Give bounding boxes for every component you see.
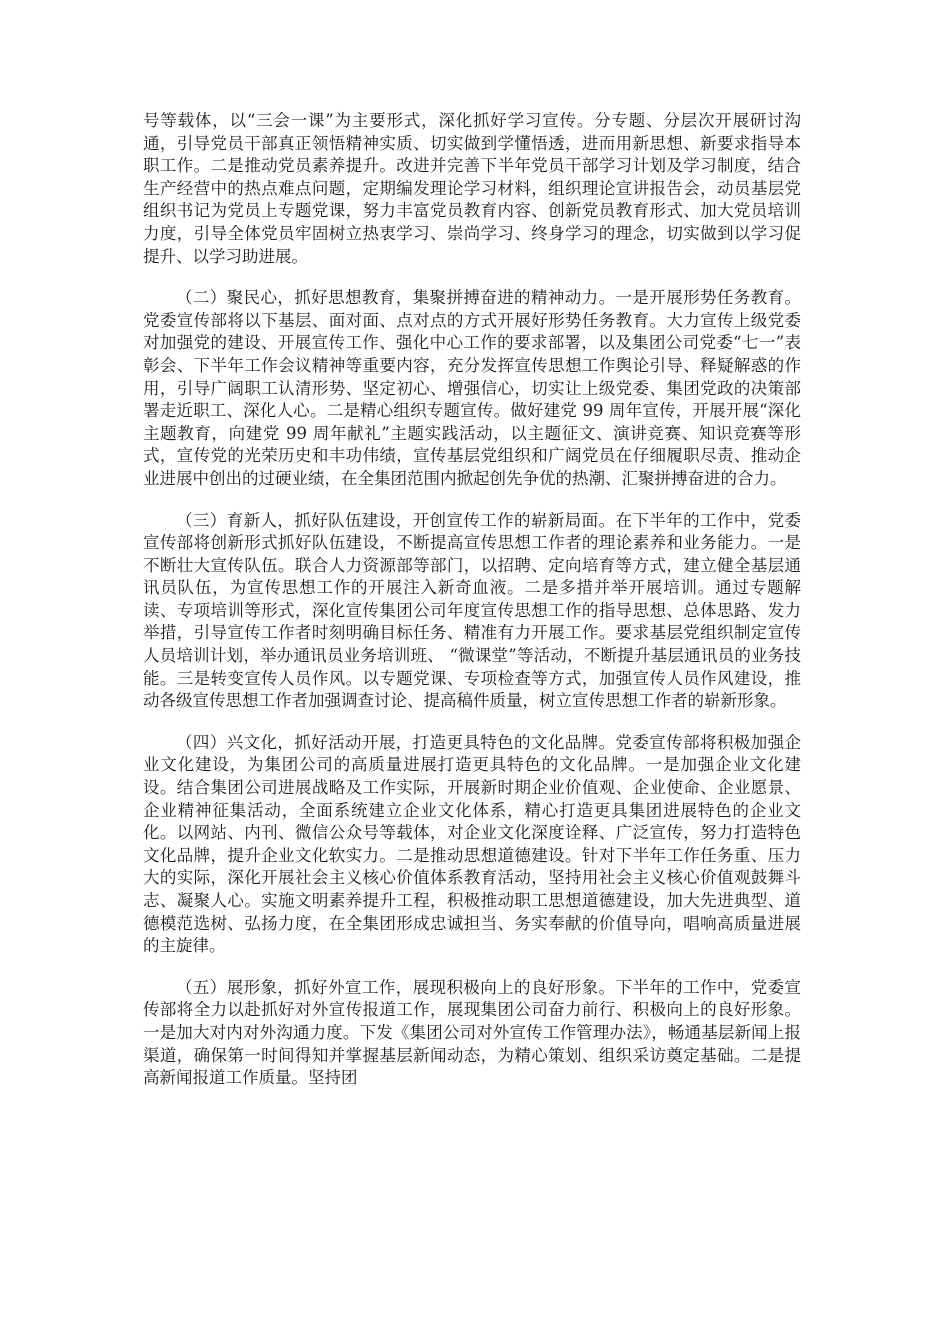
document-body (143, 110, 801, 1109)
paragraph-section-4: （四）兴文化，抓好活动开展，打造更具特色的文化品牌。党委宣传部将积极加强企业文化建设，为集团公司的高质量进展打造更具特色的文化品牌。一是加强企业文化建设。结合集团公司进展战略及工作实际，开展新时期企业价值观、企业使命、企业愿景、企业精神征集活动，全面系统建立企业文化体系，精心打造更具集团进展特色的企业文化。以网站、内刊、微信公众号等载体，对企业文化深度诠释、广泛宣传，努力打造特色文化品牌，提升企业文化软实力。二是推动思想道德建设。针对下半年工作任务重、压力大的实际，深化开展社会主义核心价值体系教育活动，坚持用社会主义核心价值观鼓舞斗志、凝聚人心。实施文明素养提升工程，积极推动职工思想道德建设，加大先进典型、道德模范选树、弘扬力度，在全集团形成忠诚担当、务实奉献的价值导向，唱响高质量进展的主旋律。 (143, 732, 801, 956)
paragraph-section-2: （二）聚民心，抓好思想教育，集聚拼搏奋进的精神动力。一是开展形势任务教育。党委宣传部将以下基层、面对面、点对点的方式开展好形势任务教育。大力宣传上级党委对加强党的建设、开展宣传工作、强化中心工作的要求部署，以及集团公司党委“七一”表彰会、下半年工作会议精神等重要内容，充分发挥宣传思想工作舆论引导、释疑解惑的作用，引导广阔职工认清形势、坚定初心、增强信心，切实让上级党委、集团党政的决策部署走近职工、深化人心。二是精心组织专题宣传。做好建党 99 周年宣传，开展开展“深化主题教育，向建党 99 周年献礼”主题实践活动，以主题征文、演讲竞赛、知识竞赛等形式，宣传党的光荣历史和丰功伟绩，宣传基层党组织和广阔党员在仔细履职尽责、推动企业进展中创出的过硬业绩，在全集团范围内掀起创先争优的热潮、汇聚拼搏奋进的合力。 (143, 288, 801, 488)
paragraph-section-5: （五）展形象，抓好外宣工作，展现积极向上的良好形象。下半年的工作中，党委宣传部将全力以赴抓好对外宣传报道工作，展现集团公司奋力前行、积极向上的良好形象。一是加大对内对外沟通力度。下发《集团公司对外宣传工作管理办法》，畅通基层新闻上报渠道，确保第一时间得知并掌握基层新闻动态，为精心策划、组织采访奠定基础。二是提高新闻报道工作质量。坚持团 (143, 977, 801, 1088)
paragraph-continuation: 号等载体，以“三会一课”为主要形式，深化抓好学习宣传。分专题、分层次开展研讨沟通，引导党员干部真正领悟精神实质、切实做到学懂悟透，进而用新思想、新要求指导本职工作。二是推动党员素养提升。改进并完善下半年党员干部学习计划及学习制度，结合生产经营中的热点难点问题，定期编发理论学习材料，组织理论宣讲报告会，动员基层党组织书记为党员上专题党课，努力丰富党员教育内容、创新党员教育形式、加大党员培训力度，引导全体党员牢固树立热衷学习、崇尚学习、终身学习的理念，切实做到以学习促提升、以学习助进展。 (143, 111, 801, 266)
paragraph-section-3: （三）育新人，抓好队伍建设，开创宣传工作的崭新局面。在下半年的工作中，党委宣传部将创新形式抓好队伍建设，不断提高宣传思想工作者的理论素养和业务能力。一是不断壮大宣传队伍。联合人力资源部等部门，以招聘、定向培育等方式，建立健全基层通讯员队伍，为宣传思想工作的开展注入新奇血液。二是多措并举开展培训。通过专题解读、专项培训等形式，深化宣传集团公司年度宣传思想工作的指导思想、总体思路、发力举措，引导宣传工作者时刻明确目标任务、精准有力开展工作。要求基层党组织制定宣传人员培训计划，举办通讯员业务培训班、 “微课堂”等活动，不断提升基层通讯员的业务技能。三是转变宣传人员作风。以专题党课、专项检查等方式，加强宣传人员作风建设，推动各级宣传思想工作者加强调查讨论、提高稿件质量，树立宣传思想工作者的崭新形象。 (143, 510, 801, 711)
